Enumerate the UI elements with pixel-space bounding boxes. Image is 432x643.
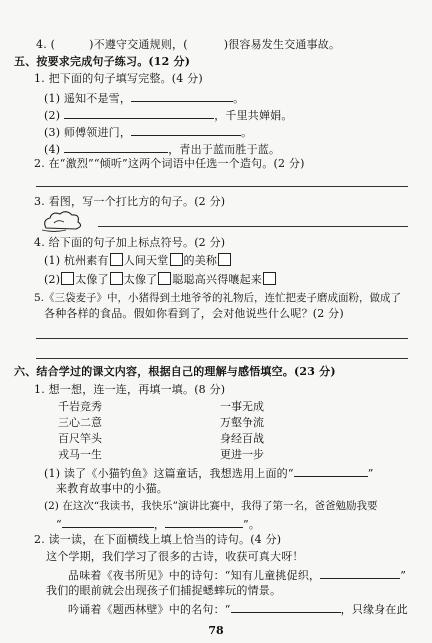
answer-line[interactable] [36, 186, 408, 187]
s6-q2-title: 2. 读一读，在下面横线上填上恰当的诗句。(4 分) [34, 533, 282, 546]
s5-q1-item1: (1) 遥知不是雪， 。 [44, 92, 245, 105]
s6-q2-line2: 品味着《夜书所见》中的诗句：“知有儿童挑促织， ” [68, 569, 407, 582]
s6-q2-line1: 这个学期，我们学习了很多的古诗，收获可真大呀！ [46, 550, 304, 563]
answer-blank[interactable] [62, 516, 154, 528]
punctuation-box[interactable] [110, 272, 123, 285]
clouds-picture-icon [40, 208, 92, 234]
s6-q1-title: 1. 想一想，连一连，再填一填。(8 分) [34, 383, 226, 396]
q4-traffic-line: 4. ( )不遵守交通规则，( )很容易发生交通事故。 [36, 38, 341, 51]
page-number: 78 [208, 624, 224, 637]
punctuation-box[interactable] [61, 272, 74, 285]
idiom-right[interactable]: 一事无成 [220, 400, 264, 413]
answer-line[interactable] [98, 226, 408, 227]
s6-q1-sentence1b: 来教育故事中的小猫。 [56, 482, 168, 495]
s5-q5-line2: 各种各样的食品。假如你看到了，会对他说些什么呢？(2 分) [44, 307, 344, 320]
punctuation-box[interactable] [158, 272, 171, 285]
s6-q2-line3: 我们的眼前就会出现孩子们捕捉蟋蟀玩的情景。 [46, 584, 282, 597]
answer-blank[interactable] [131, 124, 241, 136]
answer-blank[interactable] [131, 90, 233, 102]
idiom-left[interactable]: 千岩竞秀 [58, 400, 102, 413]
s6-q2-line4: 吟诵着《题西林壁》中的名句：“ ，只缘身在此 [68, 603, 408, 616]
s5-q1-item3: (3) 师傅领进门， 。 [44, 126, 253, 139]
q-number: 4. [36, 38, 47, 51]
punctuation-box[interactable] [170, 253, 183, 266]
s6-q1-sentence1a: (1) 读了《小猫钓鱼》这篇童话，我想选用上面的“ ” [44, 467, 374, 480]
s5-q4-title: 4. 给下面的句子加上标点符号。(2 分) [34, 236, 226, 249]
idiom-right[interactable]: 万壑争流 [220, 416, 264, 429]
idiom-right[interactable]: 更进一步 [220, 448, 264, 461]
answer-line[interactable] [36, 338, 408, 339]
answer-blank[interactable] [165, 516, 243, 528]
punctuation-box[interactable] [110, 253, 123, 266]
answer-line[interactable] [36, 358, 408, 359]
answer-blank[interactable] [64, 107, 214, 119]
idiom-left[interactable]: 百尺竿头 [58, 432, 102, 445]
s5-q3-title: 3. 看图，写一个打比方的句子。(2 分) [34, 195, 226, 208]
s5-q4-line1: (1) 杭州素有 人间天堂 的美称 [44, 253, 232, 268]
s5-q5-line1: 5.《三袋麦子》中，小猪得到土地爷爷的礼物后，连忙把麦子磨成面粉，做成了 [34, 292, 402, 304]
section5-title: 五、按要求完成句子练习。(12 分) [14, 55, 191, 68]
answer-blank[interactable] [64, 141, 168, 153]
s5-q4-line2: (2) 太像了 太像了 聪聪高兴得嚷起来 [44, 272, 277, 287]
answer-blank[interactable] [320, 567, 400, 579]
idiom-right[interactable]: 身经百战 [220, 432, 264, 445]
section6-title: 六、结合学过的课文内容，根据自己的理解与感悟填空。(23 分) [14, 365, 336, 378]
answer-blank[interactable] [294, 465, 368, 477]
s5-q1-item4: (4) ，青出于蓝而胜于蓝。 [44, 143, 281, 156]
s5-q1-item2: (2) ，千里共婵娟。 [44, 109, 293, 122]
s6-q1-sentence2a: (2) 在这次“我读书，我快乐”演讲比赛中，我得了第一名，爸爸勉励我要 [44, 500, 378, 512]
s6-q1-sentence2b: “ ， ”。 [56, 518, 261, 531]
answer-blank[interactable] [231, 601, 341, 613]
punctuation-box[interactable] [218, 253, 231, 266]
idiom-left[interactable]: 戎马一生 [58, 448, 102, 461]
idiom-left[interactable]: 三心二意 [58, 416, 102, 429]
punctuation-box[interactable] [263, 272, 276, 285]
s5-q2-title: 2. 在“激烈”“倾听”这两个词语中任选一个造句。(2 分) [34, 157, 305, 170]
s5-q1-title: 1. 把下面的句子填写完整。(4 分) [34, 72, 203, 85]
